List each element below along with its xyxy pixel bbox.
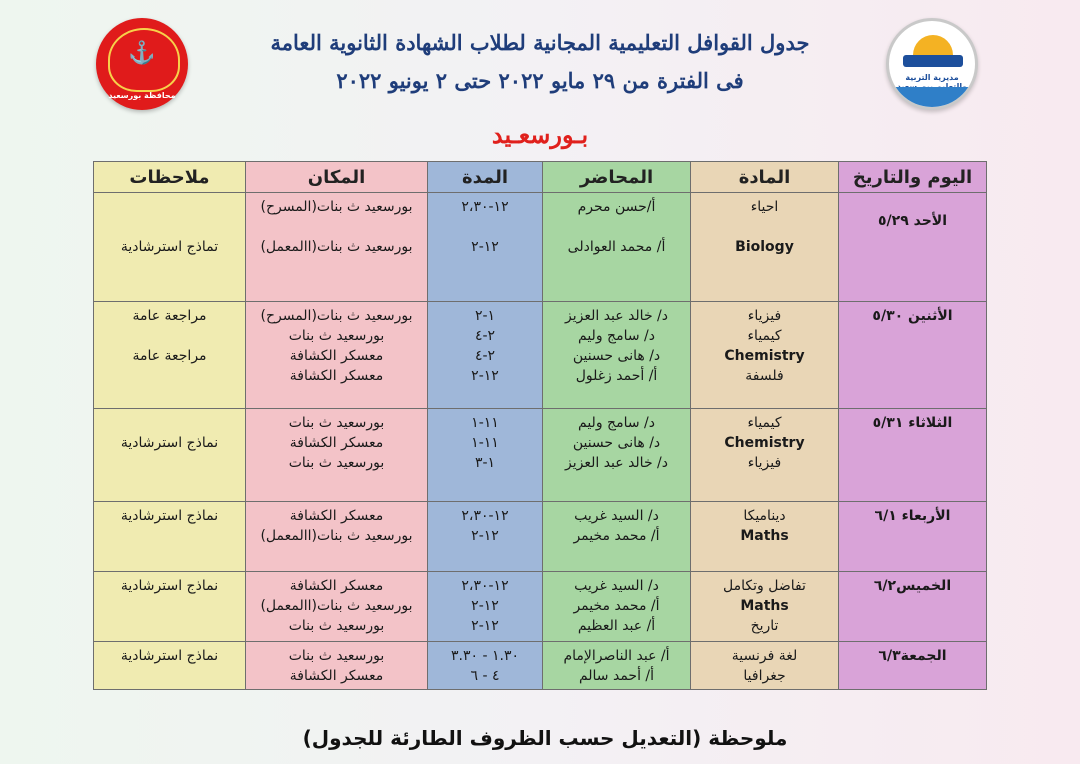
place-cell: بورسعيد ث بنات(المسرح) بورسعيد ث بنات معسكر الكشافة معسكر الكشافة [246, 302, 428, 409]
subject-cell: احياء Biology [691, 193, 839, 302]
duration-cell: ١-٢ ٢-٤ ٢-٤ ١٢-٢ [428, 302, 543, 409]
subject-cell: لغة فرنسية جغرافيا [691, 642, 839, 690]
schedule-table [93, 161, 987, 690]
lecturer-cell: أ/حسن محرم أ/ محمد العوادلى [543, 193, 691, 302]
notes-cell: نماذج استرشادية [94, 572, 246, 642]
place-cell: معسكر الكشافة بورسعيد ث بنات(االمعمل) [246, 502, 428, 572]
place-cell: بورسعيد ث بنات معسكر الكشافة [246, 642, 428, 690]
table-row [94, 502, 987, 572]
duration-cell: ١١-١ ١١-١ ١-٣ [428, 409, 543, 502]
lecturer-cell: د/ السيد غريب أ/ محمد مخيمر أ/ عبد العظيم [543, 572, 691, 642]
duration-cell: ١٢-٢،٣٠ ١٢-٢ [428, 193, 543, 302]
place-cell: بورسعيد ث بنات(المسرح) بورسعيد ث بنات(االمعمل) [246, 193, 428, 302]
day-cell: الثلاثاء ٥/٣١ [839, 409, 987, 502]
day-cell: الأربعاء ٦/١ [839, 502, 987, 572]
duration-cell: ١.٣٠ - ٣.٣٠ ٤ - ٦ [428, 642, 543, 690]
notes-cell: نماذج استرشادية [94, 409, 246, 502]
lecturer-cell: د/ خالد عبد العزيز د/ سامج وليم د/ هانى حسنين أ/ أحمد زغلول [543, 302, 691, 409]
notes-cell: نماذج استرشادية [94, 502, 246, 572]
table-row [94, 642, 987, 690]
period-subtitle: فى الفترة من ٢٩ مايو ٢٠٢٢ حتى ٢ يونيو ٢٠٢٢ [336, 68, 744, 93]
duration-cell: ١٢-٢،٣٠ ١٢-٢ ١٢-٢ [428, 572, 543, 642]
lecturer-cell: د/ السيد غريب أ/ محمد مخيمر [543, 502, 691, 572]
header-notes: ملاحظات [94, 162, 246, 193]
subject-cell: فيزياء كيمياء Chemistry فلسفة [691, 302, 839, 409]
wave-icon [889, 87, 975, 107]
day-cell: الجمعة٦/٣ [839, 642, 987, 690]
table-row [94, 572, 987, 642]
sun-icon [913, 35, 953, 57]
governorate-logo-caption: محافظة بورسعيد [108, 91, 176, 100]
table-row [94, 193, 987, 302]
footer-note: ملوحظة (التعديل حسب الظروف الطارئة للجدول) [302, 726, 788, 750]
header-place: المكان [246, 162, 428, 193]
anchor-icon: ⚓ [128, 40, 156, 66]
lecturer-cell: د/ سامج وليم د/ هانى حسنين د/ خالد عبد العزيز [543, 409, 691, 502]
header-day: اليوم والتاريخ [839, 162, 987, 193]
duration-cell: ١٢-٢،٣٠ ١٢-٢ [428, 502, 543, 572]
book-icon [903, 55, 963, 67]
place-cell: معسكر الكشافة بورسعيد ث بنات(االمعمل) بورسعيد ث بنات [246, 572, 428, 642]
notes-cell: نماذج استرشادية [94, 642, 246, 690]
lecturer-cell: أ/ عبد الناصرالإمام أ/ أحمد سالم [543, 642, 691, 690]
subject-cell: تفاضل وتكامل Maths تاريخ [691, 572, 839, 642]
day-cell: الأثنين ٥/٣٠ [839, 302, 987, 409]
header-lecturer: المحاضر [543, 162, 691, 193]
education-directorate-logo [886, 18, 978, 110]
day-cell: الخميس٦/٢ [839, 572, 987, 642]
page-title: جدول القوافل التعليمية المجانية لطلاب الشهادة الثانوية العامة [270, 30, 810, 55]
directorate-logo-caption: مديرية التربية [895, 73, 969, 87]
table-row [94, 409, 987, 502]
notes-cell: تماذج استرشادية [94, 193, 246, 302]
city-heading: بـورسعـيد [491, 120, 589, 149]
header-duration: المدة [428, 162, 543, 193]
place-cell: بورسعيد ث بنات معسكر الكشافة بورسعيد ث بنات [246, 409, 428, 502]
table-row [94, 302, 987, 409]
subject-cell: ديناميكا Maths [691, 502, 839, 572]
day-cell: الأحد ٥/٢٩ [839, 193, 987, 302]
header-subject: المادة [691, 162, 839, 193]
subject-cell: كيمياء Chemistry فيزياء [691, 409, 839, 502]
port-said-governorate-logo [96, 18, 188, 110]
header-row [94, 162, 987, 193]
notes-cell: مراجعة عامة مراجعة عامة [94, 302, 246, 409]
